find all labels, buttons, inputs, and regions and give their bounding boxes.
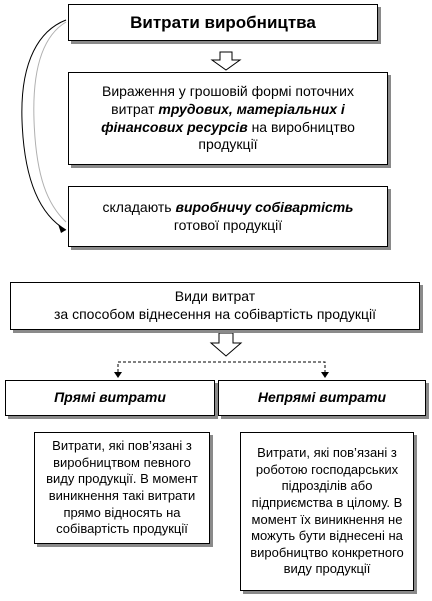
split-connector bbox=[118, 362, 325, 372]
composition-part1: складають bbox=[102, 198, 176, 215]
types-heading: Види витрат bbox=[174, 288, 256, 305]
indirect-costs-description: Витрати, які пов’язані з роботою господарських підрозділів або підприємства в цілому. В момент їх виникнення не можуть бути віднесені на виробництво конкретного виду продукції bbox=[250, 445, 404, 577]
types-subheading: за способом віднесення на собівартість продукції bbox=[54, 306, 376, 322]
indirect-costs-label: Непрямі витрати bbox=[257, 389, 387, 406]
title-box bbox=[68, 4, 378, 41]
definition-box bbox=[68, 72, 388, 165]
composition-emphasis: виробничу собівартість bbox=[175, 198, 354, 215]
direct-costs-description: Витрати, які пов’язані з виробництвом певного виду продукції. В момент виникнення такі витрати прямо відносять на собівартість продукції bbox=[46, 438, 198, 537]
definition-part1: Вираження у грошовій формі поточних витрат bbox=[101, 82, 354, 117]
types-box bbox=[10, 282, 420, 330]
definition-emphasis: трудових, матеріальних і фінансових ресурсів bbox=[101, 100, 345, 135]
down-arrow-2 bbox=[211, 333, 241, 356]
page-title: Витрати виробництва bbox=[130, 12, 316, 32]
composition-text bbox=[83, 199, 373, 235]
split-arrow-left bbox=[114, 372, 122, 378]
direct-costs-label: Прямі витрати bbox=[54, 389, 166, 406]
direct-costs-label-box bbox=[5, 380, 215, 416]
composition-box bbox=[68, 186, 388, 247]
loop-arrow bbox=[22, 20, 66, 230]
composition-part2: готової продукції bbox=[173, 216, 283, 233]
loop-arrow-shade bbox=[34, 22, 66, 222]
definition-part2: на виробництво продукції bbox=[198, 118, 355, 153]
split-arrow-right bbox=[321, 372, 329, 378]
indirect-costs-label-box bbox=[218, 380, 426, 416]
down-arrow-1 bbox=[212, 52, 240, 70]
loop-arrow-head bbox=[58, 224, 66, 233]
definition-text bbox=[79, 83, 377, 155]
indirect-costs-description-box bbox=[240, 432, 414, 591]
direct-costs-description-box bbox=[34, 432, 210, 544]
